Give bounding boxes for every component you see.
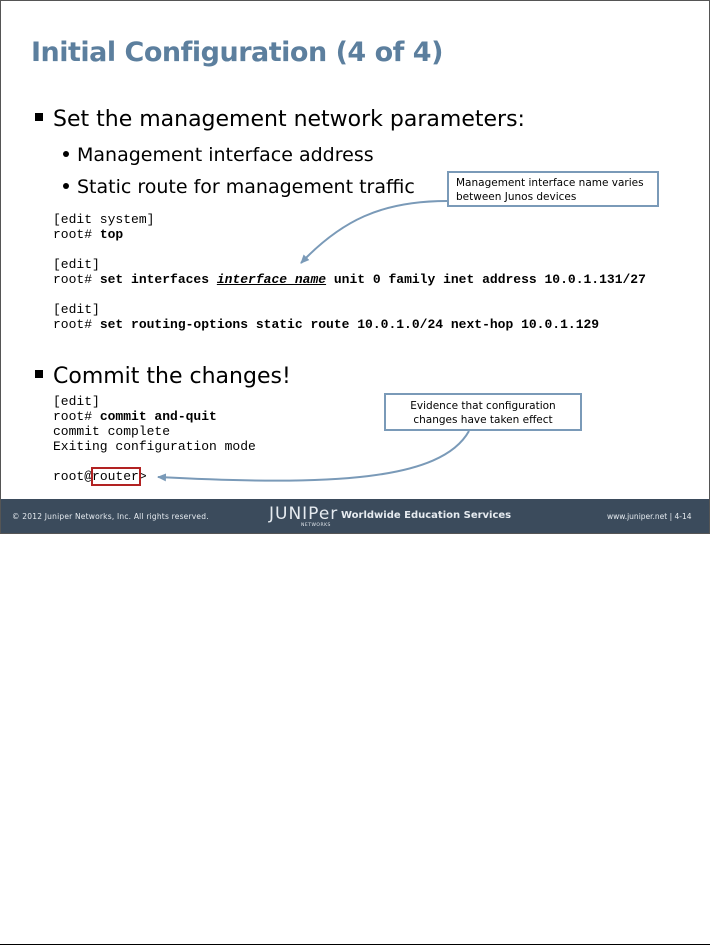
copyright-text: © 2012 Juniper Networks, Inc. All rights reserved.	[12, 512, 209, 521]
slide-title: Initial Configuration (4 of 4)	[31, 37, 443, 68]
router-hostname: router	[92, 469, 139, 484]
callout-evidence: Evidence that configuration changes have taken effect	[384, 393, 582, 431]
sub-bullet-interface-address: Management interface address	[63, 144, 374, 166]
juniper-logo: JUNIPer	[269, 504, 339, 524]
slide-footer	[1, 499, 709, 533]
callout-interface-name: Management interface name varies between Junos devices	[447, 171, 659, 207]
arrow-to-interface-name	[301, 201, 447, 263]
bullet-commit: Commit the changes!	[35, 364, 291, 389]
code-block-config: [edit system] root# top [edit] root# set interfaces interface name unit 0 family inet address 10.0.1.131/27 [edit] root# set routing-options static route 10.0.1.0/24 next-hop 10.0.1.129	[53, 212, 646, 332]
interface-name-placeholder: interface name	[216, 272, 327, 287]
education-services-text: Worldwide Education Services	[341, 510, 512, 521]
callout-arrows	[1, 1, 709, 533]
bullet-management-params: Set the management network parameters:	[35, 107, 525, 132]
page-bottom-rule	[0, 944, 710, 945]
juniper-logo-sub: NETWORKS	[301, 523, 331, 528]
sub-bullet-static-route: Static route for management traffic	[63, 176, 415, 198]
code-block-commit: [edit] root# commit and-quit commit complete Exiting configuration mode root@router>	[53, 394, 256, 484]
footer-url-page: www.juniper.net | 4-14	[607, 512, 692, 521]
arrow-to-router	[158, 431, 469, 481]
